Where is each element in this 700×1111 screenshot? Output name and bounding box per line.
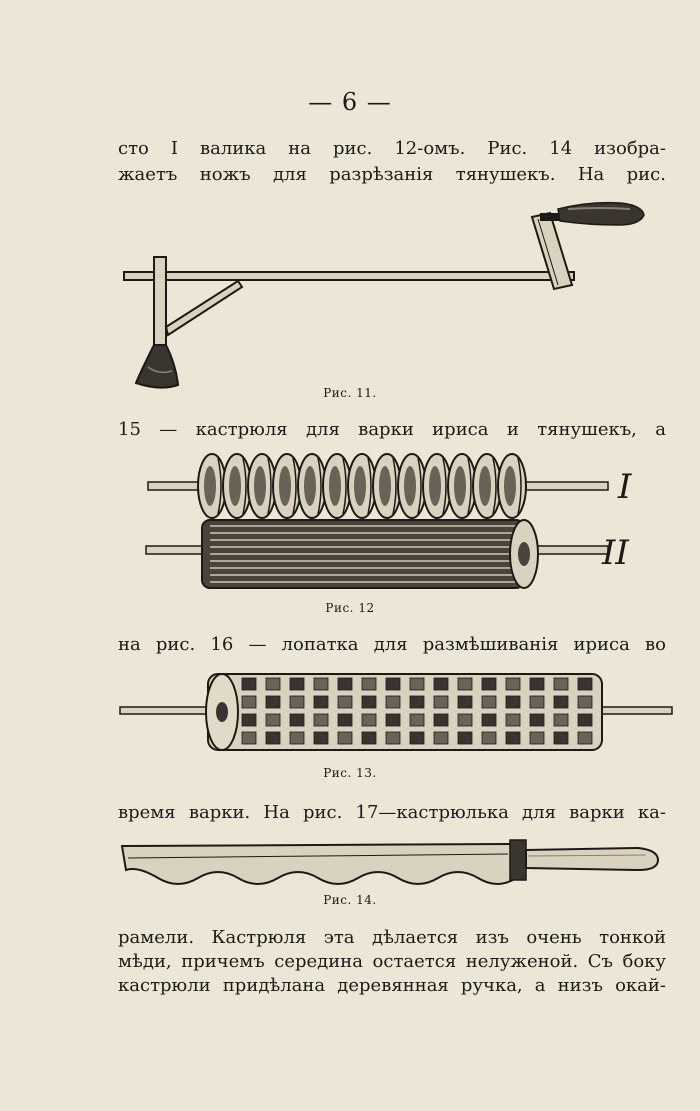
roller-disc [348, 454, 376, 518]
roller-disc [223, 454, 251, 518]
roller-disc [498, 454, 526, 518]
text-line-7: мѣди, причемъ середина остается нелуженой. Съ боку [118, 951, 666, 972]
roller-disc [323, 454, 351, 518]
text-line-1: сто I валика на рис. 12-омъ. Рис. 14 изобра- [118, 138, 666, 159]
roller-disc [373, 454, 401, 518]
figure-14-illustration [118, 836, 663, 892]
figure-12-caption: Рис. 12 [325, 601, 375, 615]
figure-13-caption: Рис. 13. [323, 766, 377, 780]
text-line-4: на рис. 16 — лопатка для размѣшиванія ириса во [118, 634, 666, 655]
figure-13-illustration [118, 668, 678, 758]
page-number: — 6 — [308, 88, 392, 116]
roller-disc [248, 454, 276, 518]
text-line-5: время варки. На рис. 17—кастрюлька для варки ка- [118, 802, 666, 823]
roller-disc [398, 454, 426, 518]
roller-disc [448, 454, 476, 518]
roller-disc [273, 454, 301, 518]
text-line-2: жаетъ ножъ для разрѣзанія тянушекъ. На рис. [118, 164, 666, 185]
roller-disc [423, 454, 451, 518]
figure-12-label-2: II [602, 533, 629, 573]
figure-12-label-1: I [618, 467, 632, 507]
roller-disc [298, 454, 326, 518]
text-line-3: 15 — кастрюля для варки ириса и тянушекъ, а [118, 419, 666, 440]
figure-14-caption: Рис. 14. [323, 893, 377, 907]
figure-11-illustration [120, 195, 660, 395]
roller-disc [473, 454, 501, 518]
figure-12-illustration [140, 450, 640, 600]
roller-disc [198, 454, 226, 518]
text-line-6: рамели. Кастрюля эта дѣлается изъ очень тонкой [118, 927, 666, 948]
text-line-8: кастрюли придѣлана деревянная ручка, а низъ окай- [118, 975, 666, 996]
figure-11-caption: Рис. 11. [323, 386, 377, 400]
